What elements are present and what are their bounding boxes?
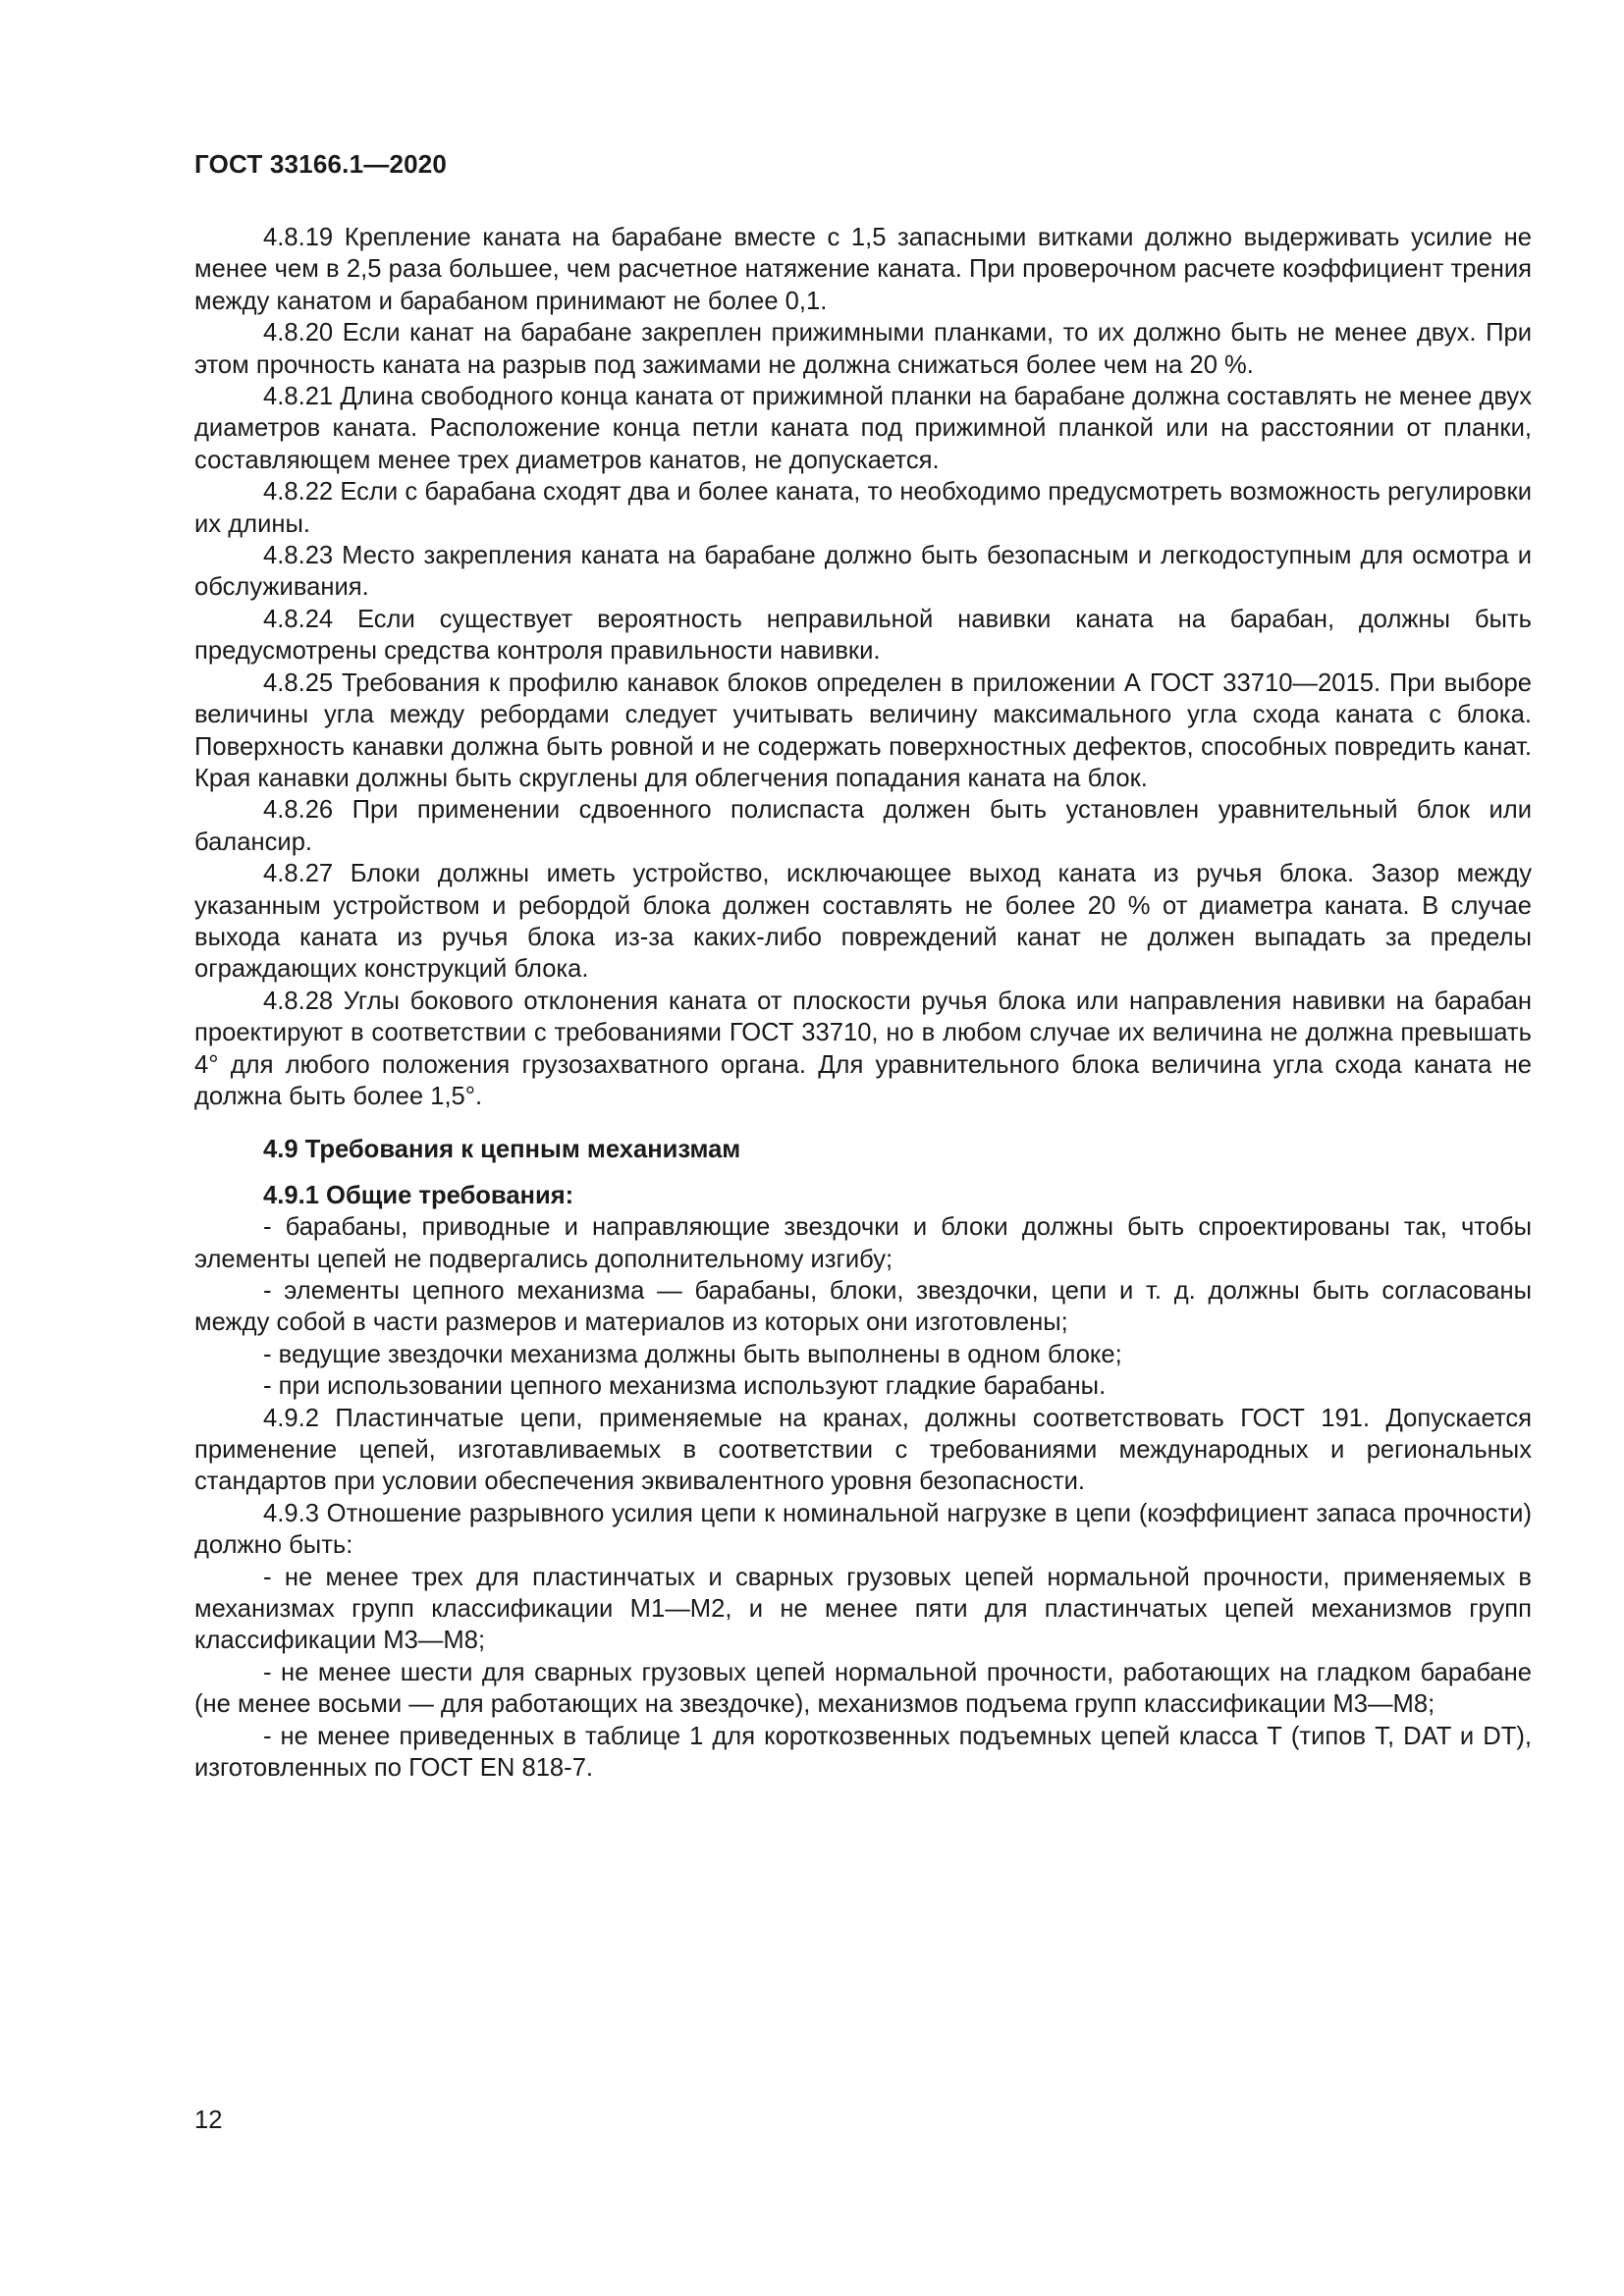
list-item: - барабаны, приводные и направляющие звездочки и блоки должны быть спроектированы так, чтобы элементы цепей не подвергались дополнительному изгибу; <box>194 1213 1532 1273</box>
paragraph-4-8-23: 4.8.23 Место закрепления каната на барабане должно быть безопасным и легкодоступным для осмотра и обслуживания. <box>194 542 1532 602</box>
paragraph-4-8-24: 4.8.24 Если существует вероятность неправильной навивки каната на барабан, должны быть предусмотрены средства контроля правильности навивки. <box>194 605 1532 666</box>
paragraph-4-8-28: 4.8.28 Углы бокового отклонения каната от плоскости ручья блока или направления навивки на барабан проектируют в соответствии с требованиями ГОСТ 33710, но в любом случае их величина не должна превышать 4° для любого положения грузозахватного органа. Для уравнительного блока величина угла схода каната не должна быть более 1,5°. <box>194 987 1532 1110</box>
paragraph-4-8-19: 4.8.19 Крепление каната на барабане вместе с 1,5 запасными витками должно выдерживать усилие не менее чем в 2,5 раза большее, чем расчетное натяжение каната. При проверочном расчете коэффициент трения между канатом и барабаном принимают не более 0,1. <box>194 224 1532 315</box>
paragraph-4-8-26: 4.8.26 При применении сдвоенного полиспаста должен быть установлен уравнительный блок или балансир. <box>194 796 1532 856</box>
list-item: - не менее трех для пластинчатых и сварных грузовых цепей нормальной прочности, применяемых в механизмах групп классификации М1—М2, и не менее пяти для пластинчатых цепей механизмов групп классификации М3—М8; <box>194 1563 1532 1655</box>
paragraph-4-8-20: 4.8.20 Если канат на барабане закреплен прижимными планками, то их должно быть не менее двух. При этом прочность каната на разрыв под зажимами не должна снижаться более чем на 20 %. <box>194 319 1532 379</box>
document-body <box>194 222 1532 1785</box>
subsection-heading-4-9-1: 4.9.1 Общие требования: <box>263 1181 574 1209</box>
document-code-header: ГОСТ 33166.1—2020 <box>194 149 448 179</box>
list-item: - ведущие звездочки механизма должны быть выполнены в одном блоке; <box>263 1340 1122 1368</box>
list-item: - не менее приведенных в таблице 1 для короткозвенных подъемных цепей класса Т (типов Т, DAT и DT), изготовленных по ГОСТ EN 818-7. <box>194 1722 1532 1783</box>
paragraph-4-8-21: 4.8.21 Длина свободного конца каната от прижимной планки на барабане должна составлять не менее двух диаметров каната. Расположение конца петли каната под прижимной планкой или на расстоянии от планки, составляющем менее трех диаметров канатов, не допускается. <box>194 383 1532 474</box>
paragraph-4-9-3: 4.9.3 Отношение разрывного усилия цепи к номинальной нагрузке в цепи (коэффициент запаса прочности) должно быть: <box>194 1499 1532 1560</box>
paragraph-4-8-25: 4.8.25 Требования к профилю канавок блоков определен в приложении А ГОСТ 33710—2015. При выборе величины угла между ребордами следует учитывать величину максимального угла схода каната с блока. Поверхность канавки должна быть ровной и не содержать поверхностных дефектов, способных повредить канат. Края канавки должны быть скруглены для облегчения попадания каната на блок. <box>194 668 1532 792</box>
paragraph-4-9-2: 4.9.2 Пластинчатые цепи, применяемые на кранах, должны соответствовать ГОСТ 191. Допускается применение цепей, изготавливаемых в соответствии с требованиями международных и региональных стандартов при условии обеспечения эквивалентного уровня безопасности. <box>194 1404 1532 1496</box>
list-item: - не менее шести для сварных грузовых цепей нормальной прочности, работающих на гладком барабане (не менее восьми — для работающих на звездочке), механизмов подъема групп классификации М3—М8; <box>194 1658 1532 1719</box>
list-item: - при использовании цепного механизма используют гладкие барабаны. <box>263 1372 1107 1401</box>
section-heading-4-9: 4.9 Требования к цепным механизмам <box>263 1136 741 1164</box>
page-number: 12 <box>194 2107 223 2134</box>
paragraph-4-8-27: 4.8.27 Блоки должны иметь устройство, исключающее выход каната из ручья блока. Зазор между указанным устройством и ребордой блока должен составлять не более 20 % от диаметра каната. В случае выхода каната из ручья блока из-за каких-либо повреждений канат не должен выпадать за пределы ограждающих конструкций блока. <box>194 860 1532 984</box>
list-item: - элементы цепного механизма — барабаны, блоки, звездочки, цепи и т. д. должны быть согласованы между собой в части размеров и материалов из которых они изготовлены; <box>194 1277 1532 1337</box>
paragraph-4-8-22: 4.8.22 Если с барабана сходят два и более каната, то необходимо предусмотреть возможность регулировки их длины. <box>194 478 1532 538</box>
